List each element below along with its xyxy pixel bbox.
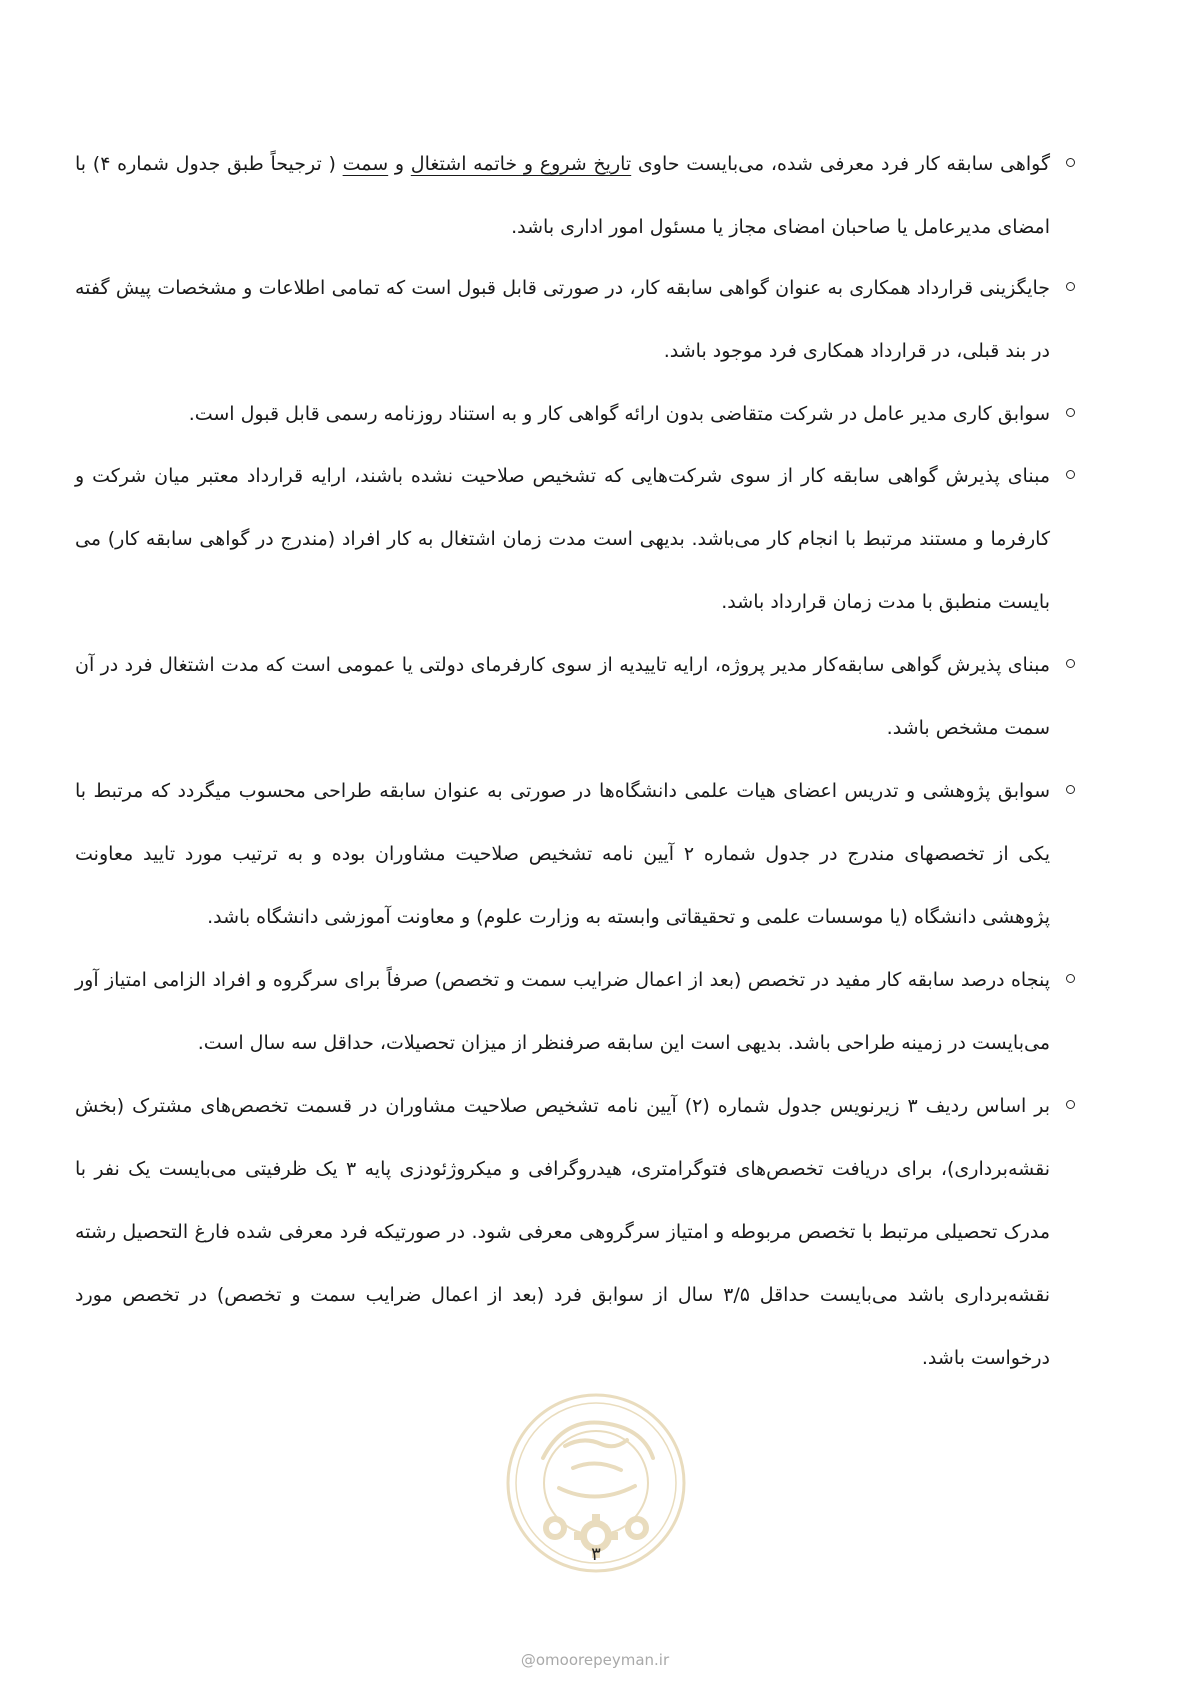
hollow-circle-bullet-icon <box>1066 470 1075 479</box>
hollow-circle-bullet-icon <box>1066 408 1075 417</box>
list-item <box>75 383 1075 446</box>
hollow-circle-bullet-icon <box>1066 659 1075 668</box>
list-item <box>75 1075 1075 1390</box>
hollow-circle-bullet-icon <box>1066 1100 1075 1109</box>
list-item <box>75 760 1075 949</box>
hollow-circle-bullet-icon <box>1066 282 1075 291</box>
list-item-text: پنجاه درصد سابقه کار مفید در تخصص (بعد از اعمال ضرایب سمت و تخصص) صرفاً برای سرگروه و افراد الزامی امتیاز آور می‌بایست در زمینه طراحی باشد. بدیهی است این سابقه صرفنظر از میزان تحصیلات، حداقل سه سال است. <box>75 969 1050 1054</box>
watermark-url: @omoorepeyman.ir <box>520 1651 670 1669</box>
list-item-underlined-text: سمت <box>342 153 389 175</box>
page-number: ۳ <box>591 1544 601 1565</box>
list-item-text-part: گواهی سابقه کار فرد معرفی شده، می‌بایست حاوی <box>631 153 1050 175</box>
list-item-text: مبنای پذیرش گواهی سابقه‌کار مدیر پروژه، ارایه تاییدیه از سوی کارفرمای دولتی یا عمومی است که مدت اشتغال فرد در آن سمت مشخص باشد. <box>75 654 1050 739</box>
list-item-text-part: و <box>388 153 411 175</box>
hollow-circle-bullet-icon <box>1066 158 1075 167</box>
list-item-text: جایگزینی قرارداد همکاری به عنوان گواهی سابقه کار، در صورتی قابل قبول است که تمامی اطلاعات و مشخصات پیش گفته در بند قبلی، در قرارداد همکاری فرد موجود باشد. <box>75 277 1050 362</box>
list-item-text: مبنای پذیرش گواهی سابقه کار از سوی شرکت‌هایی که تشخیص صلاحیت نشده باشند، ارایه قرارداد معتبر میان شرکت و کارفرما و مستند مرتبط با انجام کار می‌باشد. بدیهی است مدت زمان اشتغال به کار افراد (مندرج در گواهی سابقه کار) می بایست منطبق با مدت زمان قرارداد باشد. <box>75 465 1050 613</box>
list-item <box>75 133 1075 259</box>
list-item <box>75 445 1075 634</box>
hollow-circle-bullet-icon <box>1066 785 1075 794</box>
list-item-text: بر اساس ردیف ۳ زیرنویس جدول شماره (۲) آیین نامه تشخیص صلاحیت مشاوران در قسمت تخصص‌های مشترک (بخش نقشه‌برداری)، برای دریافت تخصص‌های فتوگرامتری، هیدروگرافی و میکروژئودزی پایه ۳ یک ظرفیتی می‌بایست یک نفر با مدرک تحصیلی مرتبط با تخصص مربوطه و امتیاز سرگروهی معرفی شود. در صورتیکه فرد معرفی شده فارغ التحصیل رشته نقشه‌برداری باشد می‌بایست حداقل ۳/۵ سال از سوابق فرد (بعد از اعمال ضرایب سمت و تخصص) در تخصص مورد درخواست باشد. <box>75 1095 1051 1369</box>
requirements-list <box>75 133 1075 1390</box>
list-item-underlined-text: تاریخ شروع و خاتمه اشتغال <box>410 153 632 175</box>
list-item <box>75 634 1075 760</box>
list-item-text: سوابق کاری مدیر عامل در شرکت متقاضی بدون ارائه گواهی کار و به استناد روزنامه رسمی قابل قبول است. <box>188 403 1050 425</box>
list-item <box>75 257 1075 383</box>
list-item-text-part: ( ترجیحاً طبق جدول شماره ۴) با امضای مدیرعامل یا صاحبان امضای مجاز یا مسئول امور اداری باشد. <box>75 153 1050 238</box>
hollow-circle-bullet-icon <box>1066 974 1075 983</box>
list-item <box>75 949 1075 1075</box>
list-item-text: سوابق پژوهشی و تدریس اعضای هیات علمی دانشگاه‌ها در صورتی به عنوان سابقه طراحی محسوب میگردد که مرتبط با یکی از تخصصهای مندرج در جدول شماره ۲ آیین نامه تشخیص صلاحیت مشاوران بوده و به ترتیب مورد تایید معاونت پژوهشی دانشگاه (یا موسسات علمی و تحقیقاتی وابسته به وزارت علوم) و معاونت آموزشی دانشگاه باشد. <box>75 780 1050 928</box>
